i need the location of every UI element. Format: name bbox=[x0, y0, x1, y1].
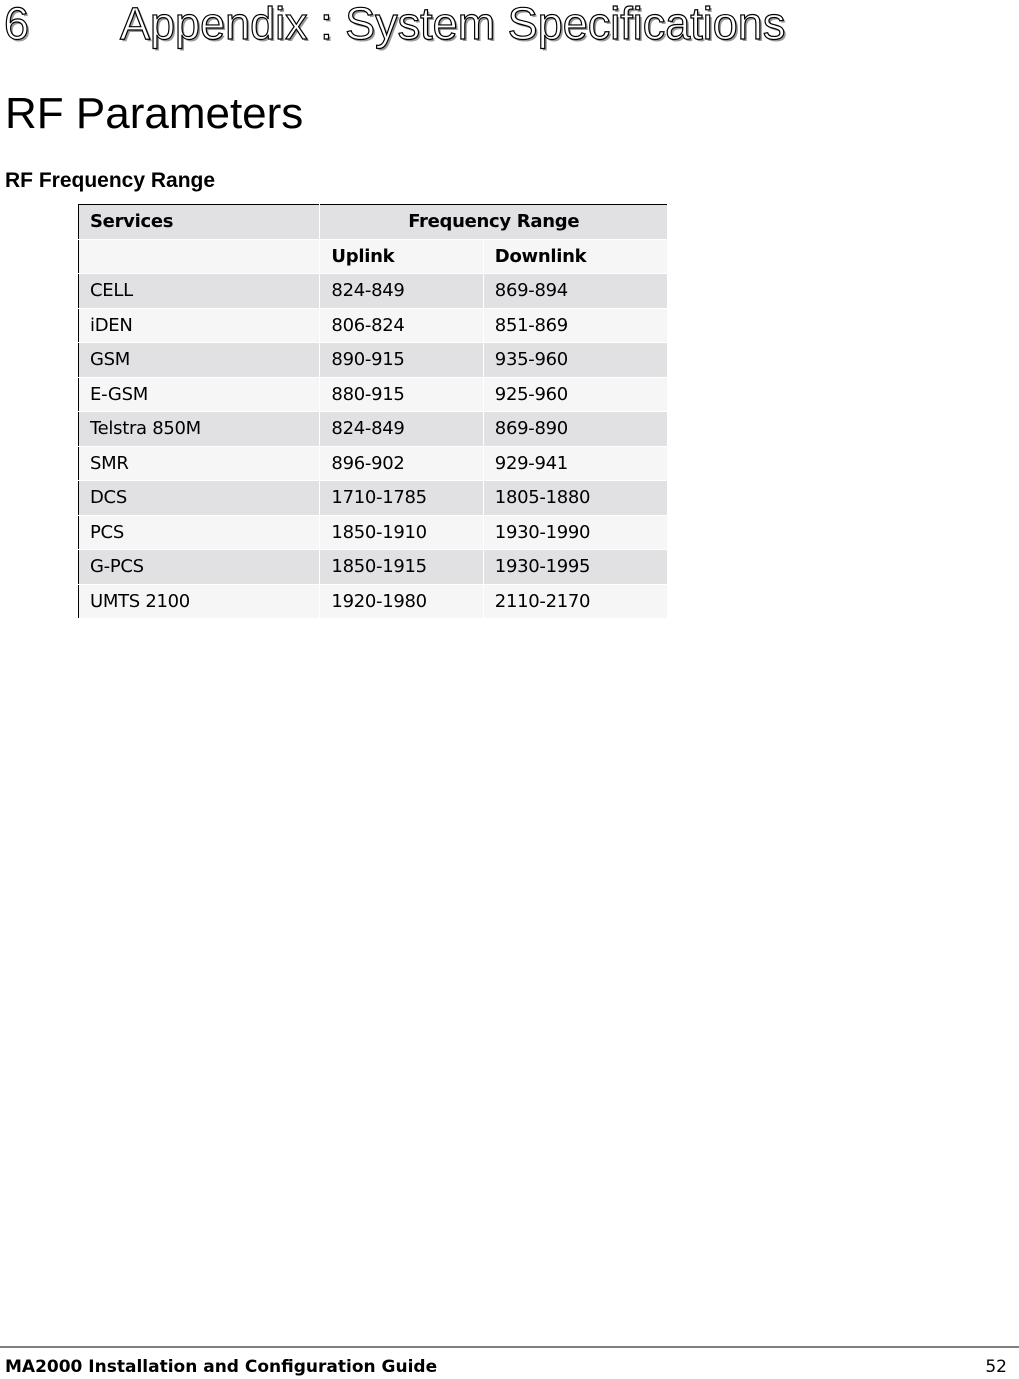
section-title: RF Parameters bbox=[5, 89, 304, 138]
table-body bbox=[79, 274, 668, 619]
chapter-number: 6 bbox=[4, 0, 30, 49]
footer-doc-title: MA2000 Installation and Configuration Guide bbox=[5, 1357, 438, 1377]
table-row bbox=[79, 550, 668, 585]
cell-service: UMTS 2100 bbox=[79, 584, 320, 619]
cell-downlink: 869-894 bbox=[483, 274, 667, 309]
table-row bbox=[79, 412, 668, 447]
cell-downlink: 1930-1990 bbox=[483, 515, 667, 550]
header-services: Services bbox=[79, 205, 320, 240]
table-row bbox=[79, 584, 668, 619]
cell-service: PCS bbox=[79, 515, 320, 550]
cell-service: E-GSM bbox=[79, 377, 320, 412]
cell-service: GSM bbox=[79, 343, 320, 378]
cell-downlink: 925-960 bbox=[483, 377, 667, 412]
cell-service: Telstra 850M bbox=[79, 412, 320, 447]
cell-uplink: 1710-1785 bbox=[320, 481, 483, 516]
header-empty bbox=[79, 239, 320, 274]
footer-divider bbox=[0, 1346, 1019, 1348]
table-row bbox=[79, 343, 668, 378]
cell-service: iDEN bbox=[79, 308, 320, 343]
table-row bbox=[79, 377, 668, 412]
table-subheader-row bbox=[79, 239, 668, 274]
cell-downlink: 869-890 bbox=[483, 412, 667, 447]
subsection-title: RF Frequency Range bbox=[5, 169, 216, 192]
cell-uplink: 1920-1980 bbox=[320, 584, 483, 619]
footer-page-number: 52 bbox=[985, 1357, 1007, 1377]
table-row bbox=[79, 308, 668, 343]
cell-downlink: 2110-2170 bbox=[483, 584, 667, 619]
chapter-title: Appendix : System Specifications bbox=[120, 0, 786, 49]
cell-uplink: 880-915 bbox=[320, 377, 483, 412]
cell-uplink: 1850-1910 bbox=[320, 515, 483, 550]
cell-downlink: 1805-1880 bbox=[483, 481, 667, 516]
table-header-row bbox=[79, 205, 668, 240]
cell-uplink: 824-849 bbox=[320, 274, 483, 309]
cell-downlink: 1930-1995 bbox=[483, 550, 667, 585]
header-uplink: Uplink bbox=[320, 239, 483, 274]
cell-uplink: 824-849 bbox=[320, 412, 483, 447]
chapter-heading bbox=[4, 0, 785, 48]
table-row bbox=[79, 274, 668, 309]
cell-downlink: 929-941 bbox=[483, 446, 667, 481]
frequency-range-table bbox=[78, 204, 668, 619]
cell-uplink: 1850-1915 bbox=[320, 550, 483, 585]
cell-service: DCS bbox=[79, 481, 320, 516]
cell-service: SMR bbox=[79, 446, 320, 481]
table-row bbox=[79, 446, 668, 481]
cell-uplink: 806-824 bbox=[320, 308, 483, 343]
cell-service: G-PCS bbox=[79, 550, 320, 585]
table-row bbox=[79, 481, 668, 516]
cell-uplink: 890-915 bbox=[320, 343, 483, 378]
cell-downlink: 935-960 bbox=[483, 343, 667, 378]
cell-uplink: 896-902 bbox=[320, 446, 483, 481]
header-downlink: Downlink bbox=[483, 239, 667, 274]
cell-service: CELL bbox=[79, 274, 320, 309]
header-frequency-range: Frequency Range bbox=[320, 205, 668, 240]
cell-downlink: 851-869 bbox=[483, 308, 667, 343]
table-row bbox=[79, 515, 668, 550]
